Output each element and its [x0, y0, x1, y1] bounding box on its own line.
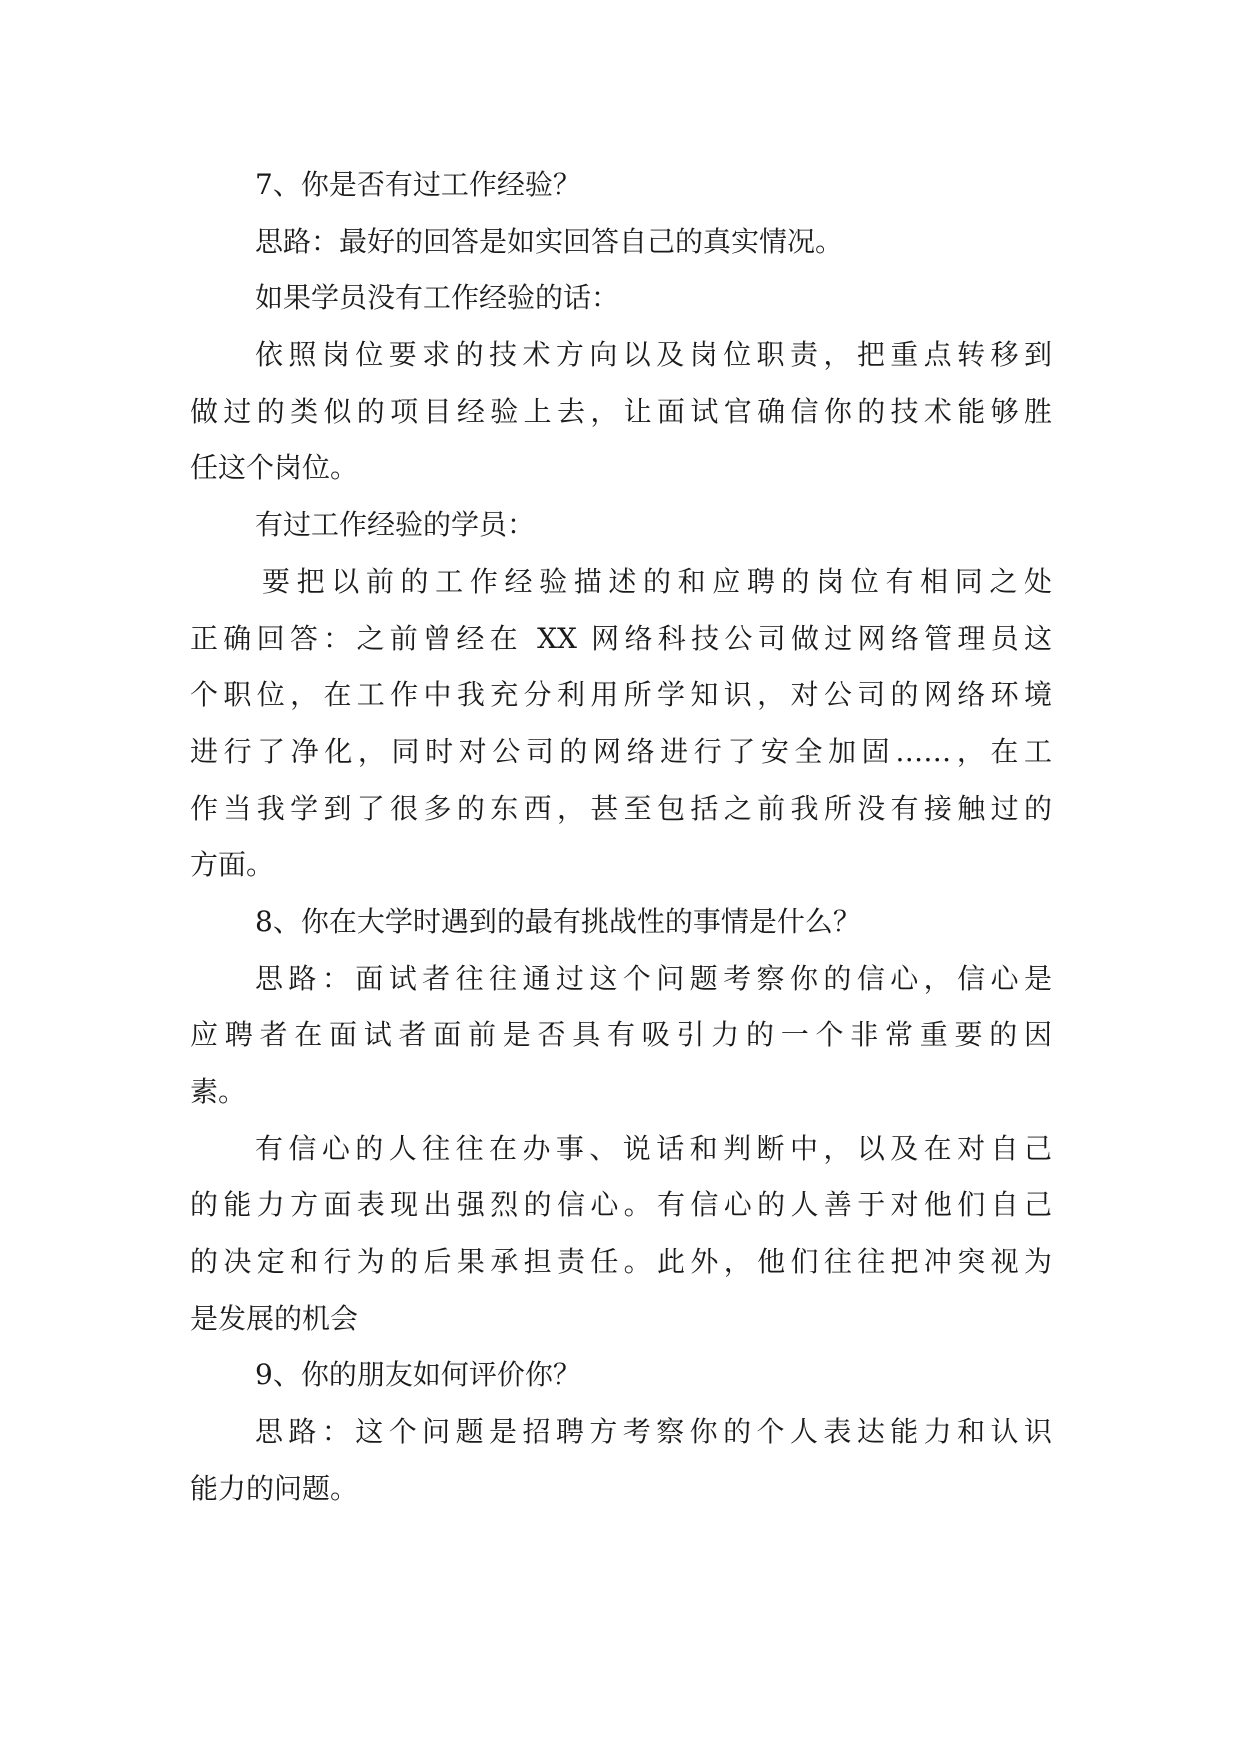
- text-line: 思路：最好的回答是如实回答自己的真实情况。: [255, 224, 844, 258]
- text-line: 是发展的机会: [190, 1301, 359, 1335]
- text-line: 依照岗位要求的技术方向以及岗位职责，把重点转移到: [255, 338, 1052, 372]
- text-line: 的决定和行为的后果承担责任。此外，他们往往把冲突视为: [190, 1245, 1052, 1279]
- text-line: 思路：这个问题是招聘方考察你的个人表达能力和认识: [255, 1415, 1052, 1449]
- paragraph: [190, 214, 1052, 271]
- paragraph: [190, 951, 1052, 1121]
- text-line: 要把以前的工作经验描述的和应聘的岗位有相同之处: [262, 564, 1052, 598]
- text-line: 应聘者在面试者面前是否具有吸引力的一个非常重要的因: [190, 1018, 1052, 1052]
- text-line: 有信心的人往往在办事、说话和判断中，以及在对自己: [255, 1131, 1052, 1165]
- paragraph: [190, 1121, 1052, 1348]
- text-line: 的能力方面表现出强烈的信心。有信心的人善于对他们自己: [190, 1188, 1052, 1222]
- text-line: 素。: [190, 1075, 247, 1108]
- paragraph: [190, 327, 1052, 497]
- text-line: 能力的问题。: [190, 1471, 359, 1505]
- paragraph: [190, 554, 1052, 894]
- text-line: 有过工作经验的学员：: [255, 508, 536, 542]
- text-line: 7、你是否有过工作经验？: [255, 168, 581, 201]
- text-line: 方面。: [190, 848, 275, 882]
- text-line: 做过的类似的项目经验上去，让面试官确信你的技术能够胜: [190, 394, 1052, 428]
- text-line: 个职位，在工作中我充分利用所学知识，对公司的网络环境: [190, 678, 1052, 712]
- text-line: 如果学员没有工作经验的话：: [255, 281, 620, 315]
- paragraph: [190, 1404, 1052, 1517]
- text-line: 9、你的朋友如何评价你？: [255, 1358, 581, 1392]
- paragraph: [190, 497, 1052, 554]
- text-line: 8、你在大学时遇到的最有挑战性的事情是什么？: [255, 904, 861, 938]
- text-line: 正确回答：之前曾经在 XX 网络科技公司做过网络管理员这: [190, 621, 1052, 655]
- text-line: 思路：面试者往往通过这个问题考察你的信心，信心是: [255, 961, 1052, 995]
- question-heading: [190, 894, 1052, 951]
- question-heading: [190, 157, 1052, 214]
- question-heading: [190, 1347, 1052, 1404]
- paragraph: [190, 270, 1052, 327]
- text-line: 作当我学到了很多的东西，甚至包括之前我所没有接触过的: [190, 791, 1052, 825]
- text-line: 进行了净化，同时对公司的网络进行了安全加固……，在工: [190, 734, 1052, 768]
- text-line: 任这个岗位。: [190, 451, 359, 485]
- document-body: [190, 157, 1052, 1518]
